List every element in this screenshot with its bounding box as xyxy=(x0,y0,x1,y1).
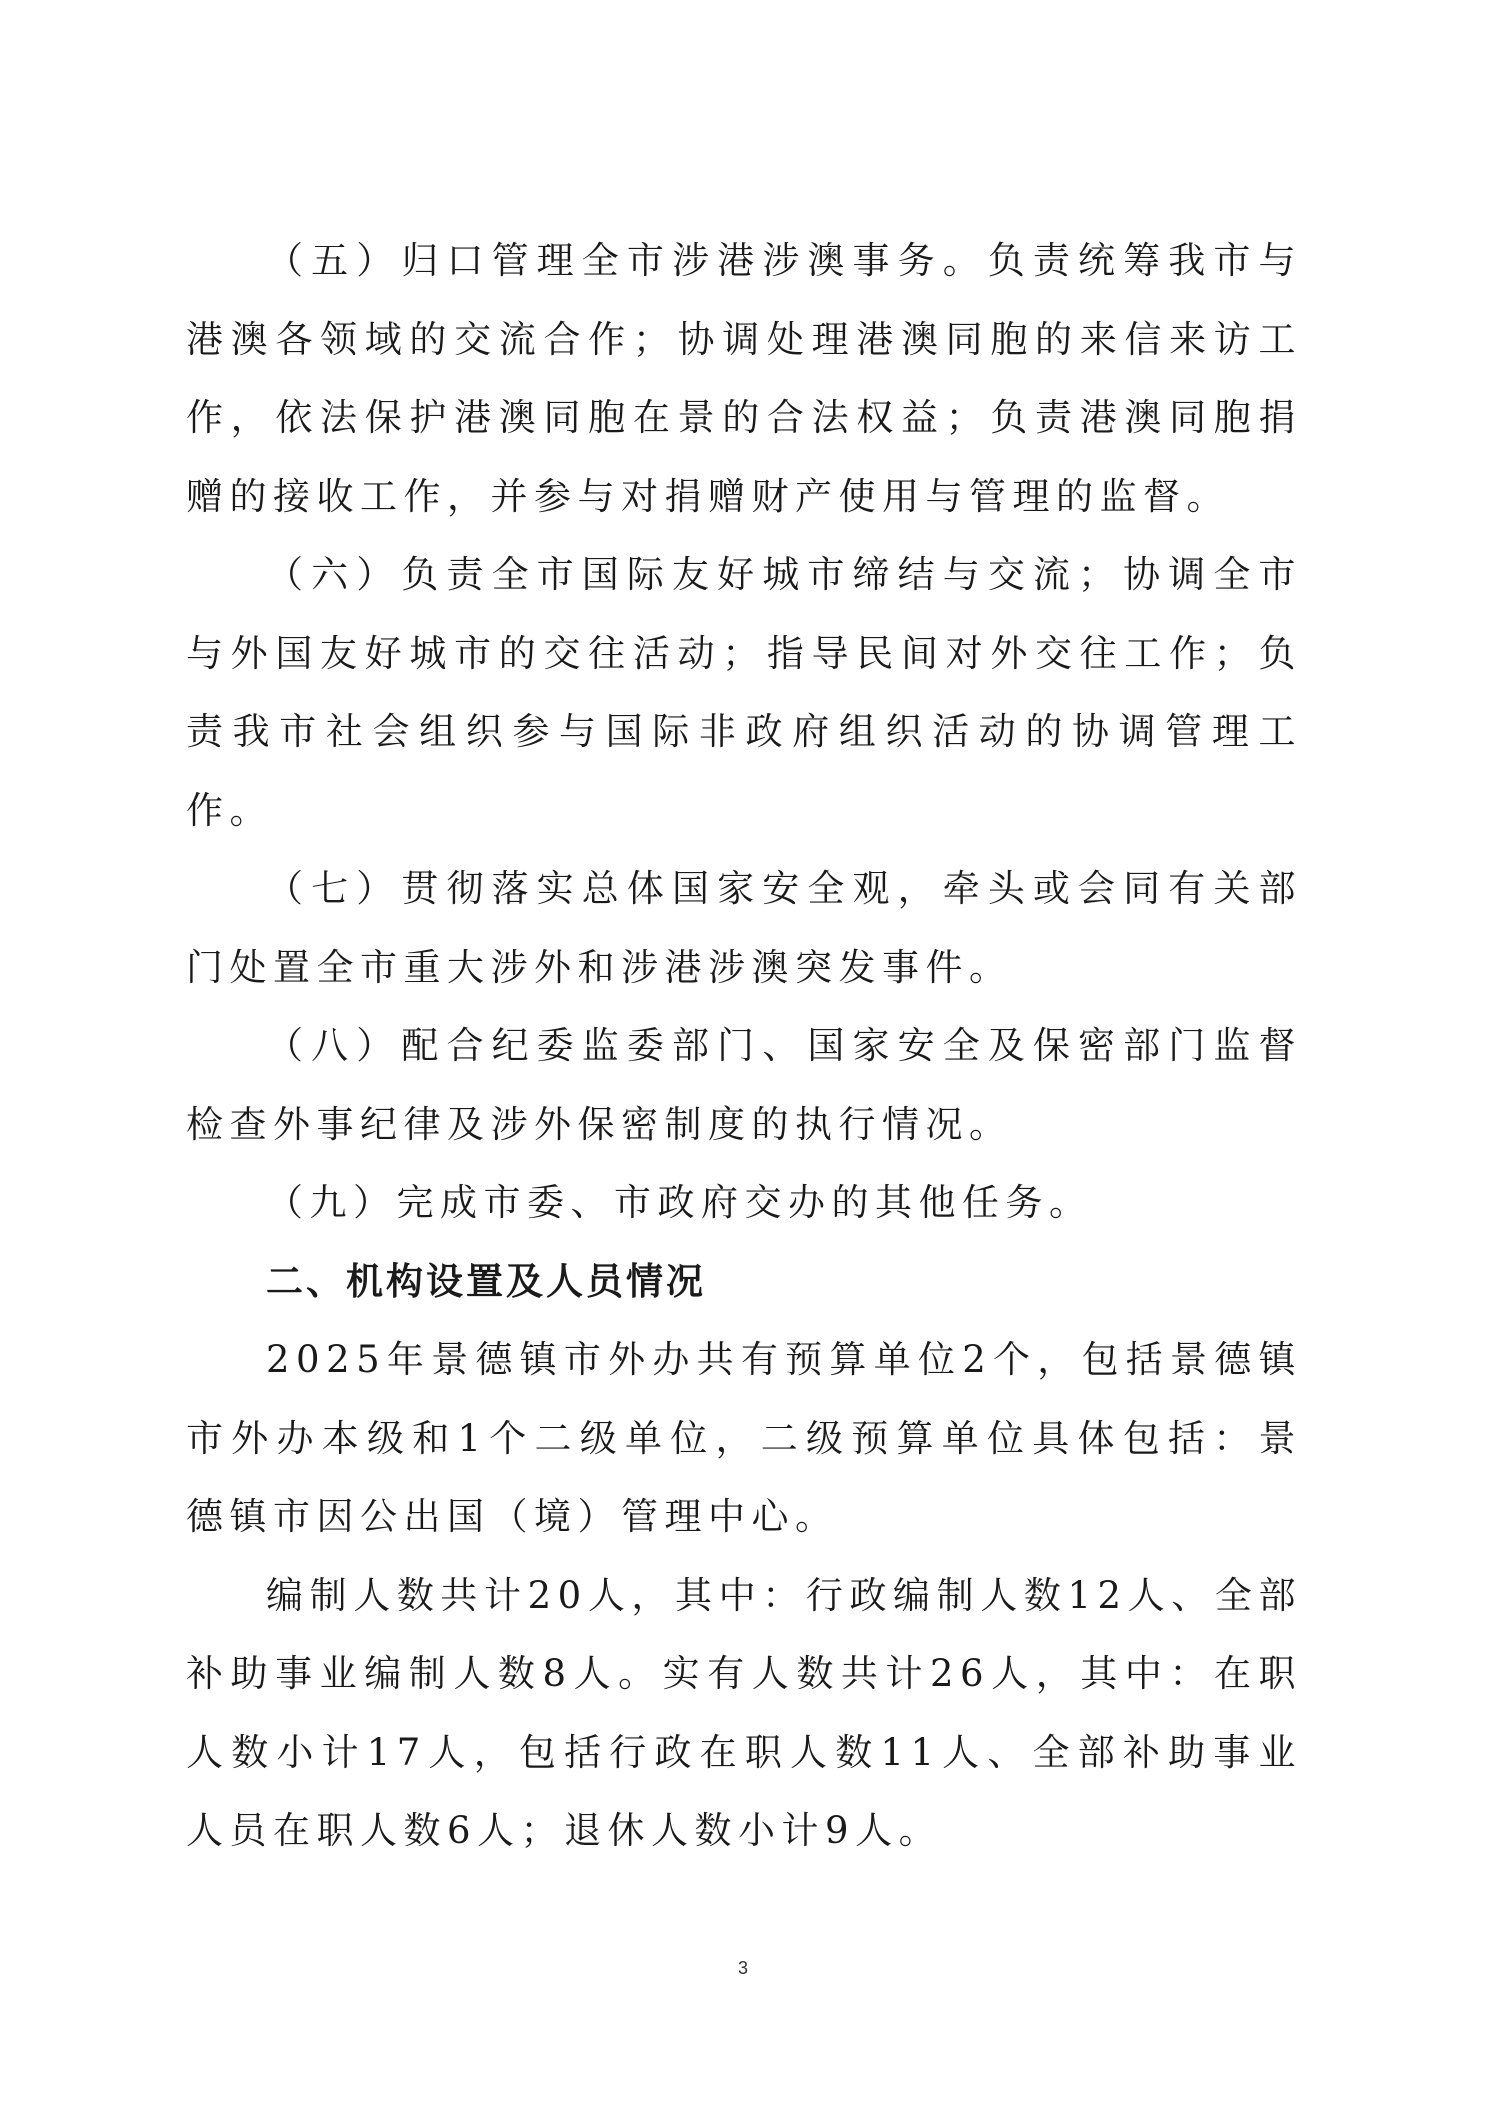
paragraph-item-6: （六）负责全市国际友好城市缔结与交流；协调全市与外国友好城市的交往活动；指导民间对外交往工作；负责我市社会组织参与国际非政府组织活动的协调管理工作。 xyxy=(186,553,1302,832)
document-body xyxy=(186,222,1302,1871)
paragraph-staffing: 编制人数共计20人，其中：行政编制人数12人、全部补助事业编制人数8人。实有人数共计26人，其中：在职人数小计17人，包括行政在职人数11人、全部补助事业人员在职人数6人；退休人数小计9人。 xyxy=(186,1573,1302,1852)
paragraph-item-9: （九）完成市委、市政府交办的其他任务。 xyxy=(266,1181,1093,1224)
paragraph-item-8: （八）配合纪委监委部门、国家安全及保密部门监督检查外事纪律及涉外保密制度的执行情况。 xyxy=(186,1024,1302,1146)
paragraph-budget-units: 2025年景德镇市外办共有预算单位2个，包括景德镇市外办本级和1个二级单位，二级预算单位具体包括：景德镇市因公出国（境）管理中心。 xyxy=(186,1338,1302,1538)
section-heading: 二、机构设置及人员情况 xyxy=(266,1259,706,1303)
page-number: 3 xyxy=(737,1958,748,1978)
paragraph-item-5: （五）归口管理全市涉港涉澳事务。负责统筹我市与港澳各领域的交流合作；协调处理港澳同胞的来信来访工作，依法保护港澳同胞在景的合法权益；负责港澳同胞捐赠的接收工作，并参与对捐赠财产使用与管理的监督。 xyxy=(186,239,1302,518)
paragraph-item-7: （七）贯彻落实总体国家安全观，牵头或会同有关部门处置全市重大涉外和涉港涉澳突发事件。 xyxy=(186,867,1302,989)
